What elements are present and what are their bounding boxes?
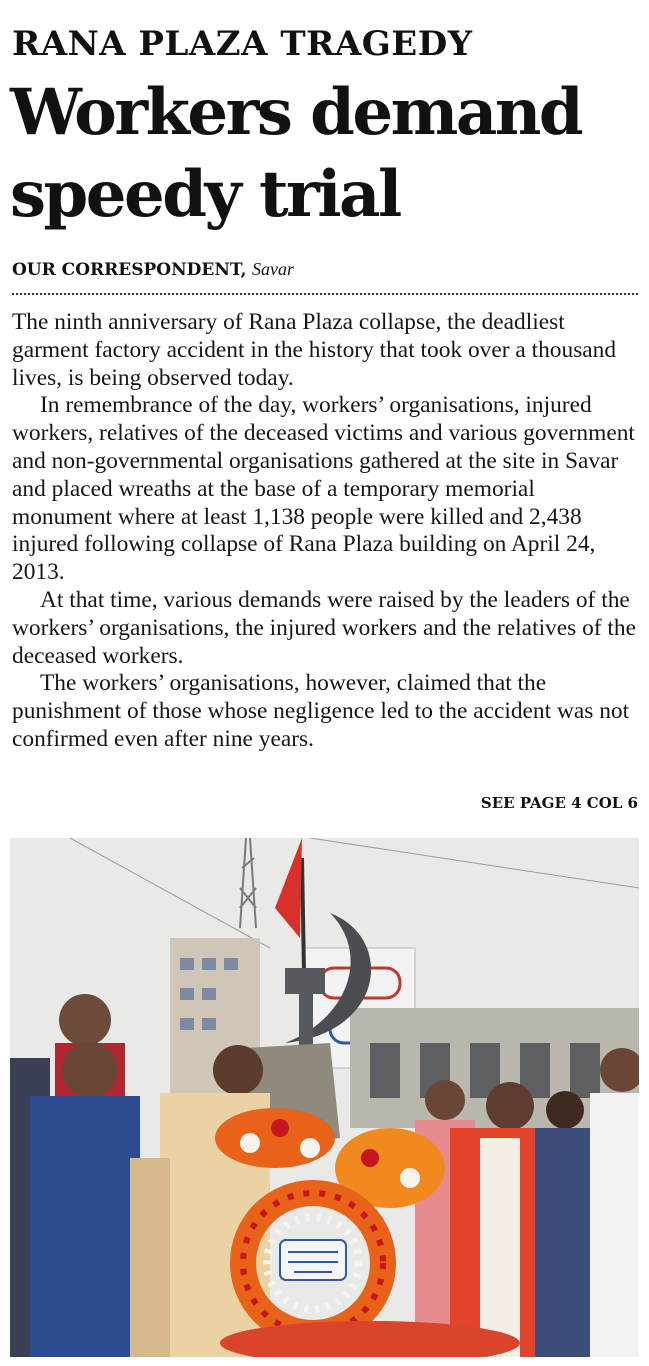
article-body	[12, 309, 640, 754]
headline-line-2: speedy trial	[10, 157, 400, 232]
headline-line-1: Workers demand	[10, 75, 582, 150]
article-paragraph-2: In remembrance of the day, workers’ organisations, injured workers, relatives of the deceased victims and various government and non-governmental organisations gathered at the site in Savar and placed wreaths at the base of a temporary memorial monument where at least 1,138 people were killed and 2,438 injured following collapse of Rana Plaza building on April 24, 2013.	[12, 392, 635, 586]
memorial-photo	[10, 838, 639, 1357]
headline	[10, 72, 581, 236]
continued-jump-link[interactable]: SEE PAGE 4 COL 6	[480, 794, 638, 812]
byline	[12, 258, 294, 281]
photo-memorial-wreath-icon	[10, 838, 639, 1357]
article-paragraph-3: At that time, various demands were raised by the leaders of the workers’ organisations, the injured workers and the relatives of the deceased workers.	[12, 586, 636, 669]
byline-location: Savar	[252, 259, 294, 279]
byline-correspondent: OUR CORRESPONDENT,	[12, 260, 247, 280]
article-paragraph-1: The ninth anniversary of Rana Plaza collapse, the deadliest garment factory accident in the history that took over a thousand lives, is being observed today.	[12, 309, 617, 391]
dotted-divider	[12, 293, 638, 295]
article-paragraph-4: The workers’ organisations, however, claimed that the punishment of those whose negligence led to the accident was not confirmed even after nine years.	[12, 670, 630, 752]
section-kicker: RANA PLAZA TRAGEDY	[12, 24, 473, 64]
